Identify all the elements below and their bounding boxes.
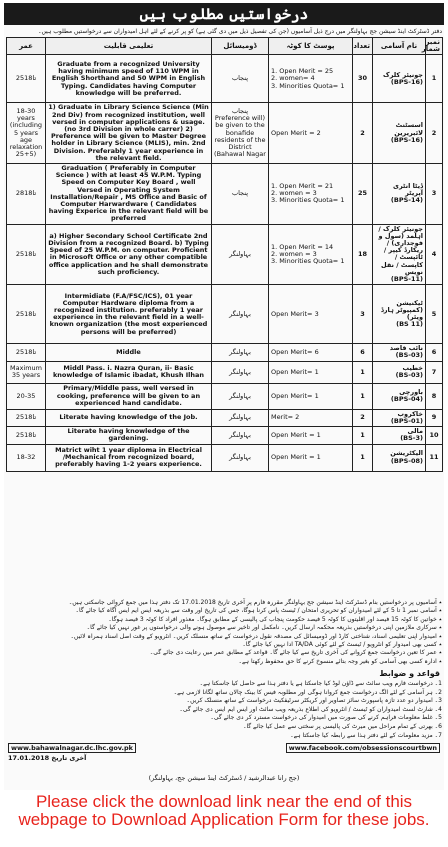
table-row bbox=[7, 344, 443, 361]
cell-name bbox=[373, 103, 426, 164]
rules-title: قواعد و ضوابط bbox=[379, 669, 440, 678]
post-name: جونیئر کلرک bbox=[383, 70, 423, 79]
cell-name bbox=[373, 383, 426, 409]
quota-line: Open Merit = 1 bbox=[271, 430, 321, 439]
quota-line: Open Merit = 2 bbox=[271, 128, 321, 137]
ad-intro: دفتر ڈسٹرکٹ اینڈ سیشن جج بہاولنگر میں درج ذیل آسامیوں (جن کی تفصیل ذیل میں دی گئی ہے) کو پر کرنے کے لئے اہل امیدواران سے درخواستیں مطلوب ہیں۔ bbox=[37, 28, 442, 35]
note-line: ٭ عمر کا تعین درخواست جمع کروانے کی آخری تاریخ سے کیا جائے گا۔ قواعد کے مطابق عمر میں رعایت دی جائے گی۔ bbox=[149, 649, 442, 657]
cell-age: 25تا18 bbox=[7, 224, 46, 285]
table-header-row bbox=[7, 38, 443, 55]
advertisement-sheet bbox=[4, 3, 444, 790]
quota-line: Open Merit= 6 bbox=[271, 347, 319, 356]
table-row bbox=[7, 224, 443, 285]
rule-line: 7۔ مزید معلومات کے لئے دفتر ہذا سے رابطہ کیا جاسکتا ہے۔ bbox=[290, 731, 442, 739]
cell-posts: 2 bbox=[353, 409, 373, 426]
cell-sr: 8 bbox=[426, 383, 443, 409]
header-quota: پوسٹ کا کوٹہ bbox=[269, 38, 353, 55]
cell-domicile: پنجاب (Preference will be given to the bonafide residents of the District Bahawal Nagar) bbox=[212, 103, 269, 164]
cell-domicile: بہاولنگر bbox=[212, 444, 269, 471]
cell-quota bbox=[269, 383, 353, 409]
cell-domicile: بہاولنگر bbox=[212, 409, 269, 426]
post-scale: (BS-3) bbox=[400, 434, 423, 443]
cell-name bbox=[373, 361, 426, 383]
post-name: مالی bbox=[407, 427, 423, 436]
note-line: ٭ امیدوار اپنی تعلیمی اسناد، شناختی کارڈ اور ڈومیسائل کی مصدقہ نقول درخواست کے ساتھ منسلک کریں۔ انٹرویو کے وقت اصل اسناد ہمراہ لائیں۔ bbox=[70, 632, 442, 640]
cell-domicile: پنجاب bbox=[212, 164, 269, 225]
cell-sr: 2 bbox=[426, 103, 443, 164]
post-name: خطیب bbox=[402, 363, 423, 372]
cell-posts: 18 bbox=[353, 224, 373, 285]
header-name: نام آسامی bbox=[373, 38, 426, 55]
post-name: باورچی bbox=[399, 387, 423, 396]
cell-sr: 3 bbox=[426, 164, 443, 225]
cell-age: 25تا18 bbox=[7, 285, 46, 344]
cell-quota bbox=[269, 427, 353, 444]
cell-age: Maximum 35 years bbox=[7, 361, 46, 383]
post-name: نائب قاصد bbox=[389, 344, 423, 353]
cell-name bbox=[373, 55, 426, 103]
cell-name bbox=[373, 344, 426, 361]
jobs-table bbox=[6, 37, 443, 472]
cell-sr: 11 bbox=[426, 444, 443, 471]
last-date bbox=[8, 754, 86, 762]
cell-sr: 7 bbox=[426, 361, 443, 383]
cell-domicile: بہاولنگر bbox=[212, 361, 269, 383]
cell-quota bbox=[269, 55, 353, 103]
cell-quota bbox=[269, 164, 353, 225]
table-row bbox=[7, 383, 443, 409]
cell-quota bbox=[269, 103, 353, 164]
rule-line: 3۔ امیدوار دو عدد تازہ پاسپورٹ سائز تصاویر اور کریکٹر سرٹیفکیٹ درخواست کے ساتھ منسلک کریں۔ bbox=[186, 697, 442, 705]
cell-domicile: پنجاب bbox=[212, 55, 269, 103]
cell-name bbox=[373, 409, 426, 426]
cell-age: 25تا18 bbox=[7, 344, 46, 361]
table-row bbox=[7, 55, 443, 103]
website-link[interactable]: www.bahawalnagar.dc.lhc.gov.pk bbox=[8, 743, 136, 753]
rule-line: 6۔ بھرتی کے تمام مراحل میں میرٹ کی پالیسی پر سختی سے عمل کیا جائے گا۔ bbox=[242, 722, 442, 730]
header-sr: نمبر شمار bbox=[426, 38, 443, 55]
notes-section bbox=[6, 599, 442, 667]
rule-line: 1۔ درخواست فارم ویب سائٹ سے ڈاؤن لوڈ کیا جاسکتا ہے یا دفتر ہذا سے حاصل کیا جاسکتا ہے۔ bbox=[199, 680, 442, 687]
ad-heading: درخواستیں مطلوب ہیں bbox=[4, 3, 444, 25]
cell-name bbox=[373, 427, 426, 444]
cell-qualification: Literate having knowledge of the gardening. bbox=[46, 427, 212, 444]
post-name: جونیئر کلرک /اہلمد (سول و فوجداری) / ریکارڈ کیپر / ٹائپسٹ / کاپسٹ / نقل نویس bbox=[378, 224, 423, 276]
table-row bbox=[7, 427, 443, 444]
quota-line: 3. Minorities Quota= 1 bbox=[271, 196, 345, 205]
cell-sr: 9 bbox=[426, 409, 443, 426]
quota-line: 2. women= 4 bbox=[271, 74, 315, 83]
cell-posts: 30 bbox=[353, 55, 373, 103]
download-notice: Please click the download link near the end of this webpage to Download Application Form for these jobs. bbox=[18, 792, 430, 829]
note-line: ٭ سرکاری ملازمین اپنی درخواستیں بذریعہ محکمہ ارسال کریں۔ نامکمل اور تاخیر سے موصول ہونے والی درخواستوں پر غور نہیں کیا جائے گا۔ bbox=[86, 624, 442, 632]
quota-line: Open Merit = 1 bbox=[271, 452, 321, 461]
cell-quota bbox=[269, 444, 353, 471]
cell-quota bbox=[269, 409, 353, 426]
cell-posts: 25 bbox=[353, 164, 373, 225]
table-row bbox=[7, 444, 443, 471]
quota-line: 1. Open Merit = 25 bbox=[271, 67, 334, 76]
post-scale: (BPS-04) bbox=[390, 395, 423, 404]
cell-age: 25تا18 bbox=[7, 409, 46, 426]
cell-posts: 1 bbox=[353, 361, 373, 383]
rule-line: 2۔ ہر آسامی کے لئے الگ درخواست جمع کروانا ہوگی اور مطلوبہ فیس کا بینک چالان ساتھ لگانا لازمی ہے۔ bbox=[173, 688, 442, 696]
links-row bbox=[6, 743, 442, 771]
quota-line: 1. Open Merit = 14 bbox=[271, 242, 334, 251]
cell-posts: 1 bbox=[353, 444, 373, 471]
quota-line: Open Merit= 1 bbox=[271, 391, 319, 400]
post-scale: (BS-03) bbox=[395, 371, 423, 380]
quota-line: 3. Minorities Quota= 1 bbox=[271, 257, 345, 266]
note-line: ٭ آسامیوں پر درخواستیں بنام ڈسٹرکٹ اینڈ سیشن جج بہاولنگر مقررہ فارم پر آخری تاریخ 17.01.2018 تک دفتر ہذا میں جمع کروائی جاسکتی ہیں۔ bbox=[68, 599, 442, 606]
cell-age: 18-32 bbox=[7, 444, 46, 471]
cell-sr: 10 bbox=[426, 427, 443, 444]
cell-quota bbox=[269, 285, 353, 344]
header-qualification: تعلیمی قابلیت bbox=[46, 38, 212, 55]
quota-line: Open Merit= 3 bbox=[271, 309, 319, 318]
cell-age: 20-35 bbox=[7, 383, 46, 409]
cell-posts: 2 bbox=[353, 103, 373, 164]
cell-qualification: Matrict wiht 1 year diploma in Electrical /Mechanical from recognized board, preferably having 1-2 years experience. bbox=[46, 444, 212, 471]
header-age: عمر bbox=[7, 38, 46, 55]
cell-age: 25تا18 bbox=[7, 427, 46, 444]
cell-posts: 6 bbox=[353, 344, 373, 361]
cell-posts: 1 bbox=[353, 427, 373, 444]
cell-age: 25تا18 bbox=[7, 55, 46, 103]
cell-posts: 3 bbox=[353, 285, 373, 344]
cell-qualification: Middle bbox=[46, 344, 212, 361]
post-scale: (BPS-14) bbox=[390, 196, 423, 205]
post-scale: (BPS-16) bbox=[390, 77, 423, 86]
post-scale: (BPS-16) bbox=[390, 135, 423, 144]
post-name: ٹیکنیشن (کمپیوٹر ہارڈ ویئر) bbox=[380, 298, 423, 322]
cell-age: 18-30 years (including 5 years age relaxation 25+5) bbox=[7, 103, 46, 164]
cell-qualification: Primary/Middle pass, well versed in cooking, preference will be given to an experienced hand candidate. bbox=[46, 383, 212, 409]
post-scale: (BS-03) bbox=[395, 351, 423, 360]
cell-quota bbox=[269, 224, 353, 285]
cell-domicile: بہاولنگر bbox=[212, 383, 269, 409]
header-domicile: ڈومیسائل bbox=[212, 38, 269, 55]
last-date-value: 17.01.2018 bbox=[8, 754, 50, 762]
cell-domicile: بہاولنگر bbox=[212, 427, 269, 444]
note-line: ٭ ادارہ کسی بھی آسامی کو بغیر وجہ بتائے منسوخ کرنے کا حق محفوظ رکھتا ہے۔ bbox=[238, 657, 442, 665]
quota-line: 2. women = 3 bbox=[271, 189, 317, 198]
post-scale: (BPS-08) bbox=[390, 456, 423, 465]
post-scale: (BPS-01) bbox=[390, 416, 423, 425]
quota-line: 3. Minorities Quota= 1 bbox=[271, 81, 345, 90]
cell-domicile: بہاولنگر bbox=[212, 285, 269, 344]
quota-line: Open Merit= 1 bbox=[271, 367, 319, 376]
cell-qualification: Graduate from a recognized University having minimum speed of 110 WPM in English Shorthand and 50 WPM in English Typing. Candidates having Computer knowledge will be preferred. bbox=[46, 55, 212, 103]
cell-domicile: بہاولنگر bbox=[212, 224, 269, 285]
facebook-link[interactable]: www.facebook.com/obsessionscourtbwn bbox=[286, 743, 440, 753]
post-scale: (BS 11) bbox=[396, 320, 423, 329]
cell-quota bbox=[269, 361, 353, 383]
table-row bbox=[7, 103, 443, 164]
cell-qualification: Intermidiate (F.A/FSC/ICS), 01 year Computer Hardware diploma from a recognized institution. preferably 1 year experience in the relevant field in a well-known organization (the most experienced persons will be preferred) bbox=[46, 285, 212, 344]
table-row bbox=[7, 361, 443, 383]
table-row bbox=[7, 164, 443, 225]
post-scale: (BPS-11) bbox=[390, 275, 423, 284]
cell-name bbox=[373, 164, 426, 225]
cell-qualification: a) Higher Secondary School Certificate 2nd Division from a recognized Board. b) Typing Speed of 25 W.P.M. on computer. Proficient in Microsoft Office or any other compatible office application and he shall demonstrate such proficiency. bbox=[46, 224, 212, 285]
cell-quota bbox=[269, 344, 353, 361]
post-name: ڈیٹا انٹری آپریٹر bbox=[392, 182, 423, 198]
quota-line: 2. women = 3 bbox=[271, 249, 317, 258]
last-date-label: آخری تاریخ bbox=[51, 754, 87, 762]
table-row bbox=[7, 285, 443, 344]
cell-name bbox=[373, 224, 426, 285]
post-name: اسسٹنٹ لائبریرین bbox=[394, 121, 423, 137]
note-line: ٭ آسامی نمبر 1 تا 5 کے لئے امیدواران کو تحریری امتحان / ٹیسٹ پاس کرنا ہوگا، جس کی تاریخ اور وقت سے بذریعہ ایس ایم ایس آگاہ کیا جائے گا۔ bbox=[75, 607, 442, 615]
cell-sr: 5 bbox=[426, 285, 443, 344]
quota-line: 1. Open Merit = 21 bbox=[271, 182, 334, 191]
signer-line: (جج رانا عبدالرشید / ڈسٹرکٹ اینڈ سیشن جج، بہاولنگر) bbox=[148, 774, 300, 782]
cell-qualification: 1) Graduate in Library Science Science (Min 2nd Div) from recognized institution, well versed in computer applications & usage. (no 3rd Division in whole carrer) 2) Preference will be given to Master Degree holder in Library Science (MLIS), min. 2nd Division. Preferably 1 year experience in the relevant field. bbox=[46, 103, 212, 164]
cell-name bbox=[373, 285, 426, 344]
cell-name bbox=[373, 444, 426, 471]
cell-sr: 1 bbox=[426, 55, 443, 103]
header-posts: تعداد bbox=[353, 38, 373, 55]
note-line: ٭ کسی بھی امیدوار کو انٹرویو / ٹیسٹ کے لئے کوئی TA/DA ادا نہیں کیا جائے گا۔ bbox=[242, 641, 442, 649]
post-name: خاکروب bbox=[397, 409, 423, 418]
jobs-table-body bbox=[7, 55, 443, 471]
table-row bbox=[7, 409, 443, 426]
post-name: الیکٹریشن bbox=[390, 449, 423, 458]
quota-line: Merit= 2 bbox=[271, 413, 300, 422]
cell-sr: 6 bbox=[426, 344, 443, 361]
rule-line: 4۔ شارٹ لسٹ امیدواران کو ٹیسٹ / انٹرویو کی اطلاع بذریعہ ویب سائٹ اور ایس ایم ایس دی جائے گی۔ bbox=[179, 705, 442, 713]
cell-posts: 1 bbox=[353, 383, 373, 409]
cell-age: 28تا18 bbox=[7, 164, 46, 225]
rule-line: 5۔ غلط معلومات فراہم کرنے کی صورت میں امیدوار کی درخواست مسترد کر دی جائے گی۔ bbox=[210, 714, 442, 722]
cell-qualification: Literate having knowledge of the Job. bbox=[46, 409, 212, 426]
rules-section bbox=[6, 680, 442, 742]
cell-qualification: Graduation ( Preferably in Computer Science ) with at least 45 W.P.M. Typing Speed on Computer Key Board , well Versed in Operating System Installation/Repair , MS Office and Basic of Computer Harwardware ( Candidates having Experice in the relevant field will be preferred bbox=[46, 164, 212, 225]
cell-domicile: بہاولنگر bbox=[212, 344, 269, 361]
cell-sr: 4 bbox=[426, 224, 443, 285]
note-line: ٭ خواتین کا کوٹہ 15 فیصد اور اقلیتوں کا کوٹہ 5 فیصد حکومت پنجاب کی پالیسی کے مطابق ہوگا۔ معذور افراد کا کوٹہ 3 فیصد ہوگا۔ bbox=[108, 615, 442, 623]
cell-qualification: Middl Pass. i. Nazra Quran, ii- Basic knowledge of Islamic ibadat, Khush Ilhan bbox=[46, 361, 212, 383]
